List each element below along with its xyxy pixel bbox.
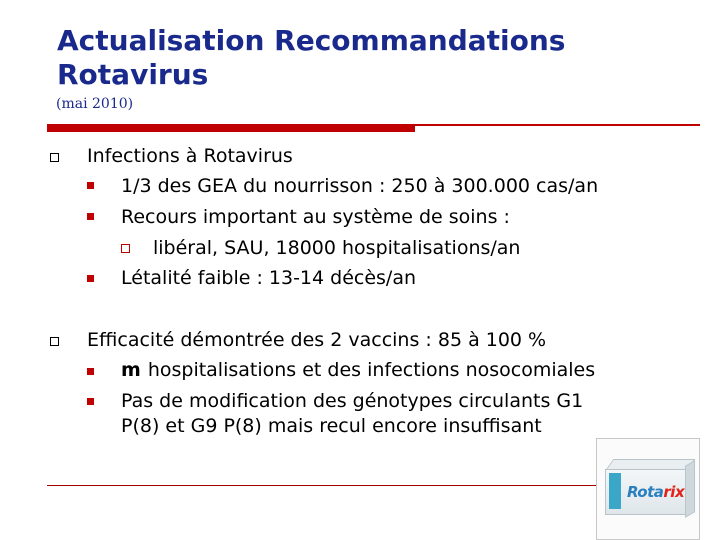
level2-bullet-icon (87, 182, 94, 189)
title-line-1: Actualisation Recommandations (57, 24, 566, 57)
section2-item-1 (121, 358, 595, 382)
section2-item-2-cont: P(8) et G9 P(8) mais recul encore insuffisant (121, 415, 542, 437)
level1-bullet-icon (50, 337, 59, 346)
level2-bullet-icon (87, 213, 94, 220)
title-line-2: Rotavirus (57, 58, 209, 91)
section1-item-3: Létalité faible : 13-14 décès/an (121, 267, 417, 289)
section1-subitem: libéral, SAU, 18000 hospitalisations/an (153, 237, 521, 259)
title-divider-thick (47, 124, 415, 132)
level2-bullet-icon (87, 275, 94, 282)
level1-bullet-icon (50, 153, 59, 162)
footer-divider (47, 485, 600, 486)
section2-item-2: Pas de modification des génotypes circulants G1 (121, 390, 584, 412)
decrease-symbol: m (121, 359, 141, 381)
section1-heading: Infections à Rotavirus (87, 145, 293, 167)
product-brand-logo: Rotarix (627, 483, 685, 501)
section2-item-1-text: hospitalisations et des infections nosocomiales (147, 359, 596, 381)
slide-title (57, 24, 677, 92)
title-divider-thin (415, 124, 700, 126)
level3-bullet-icon (121, 244, 130, 253)
slide-subtitle: (mai 2010) (56, 96, 134, 112)
section1-item-2: Recours important au système de soins : (121, 206, 510, 228)
level2-bullet-icon (87, 398, 94, 405)
section2-heading: Efficacité démontrée des 2 vaccins : 85 à 100 % (87, 329, 547, 351)
level2-bullet-icon (87, 368, 94, 375)
product-image (596, 438, 700, 540)
vaccine-box-illustration (605, 459, 693, 515)
section1-item-1: 1/3 des GEA du nourrisson : 250 à 300.000 cas/an (121, 175, 599, 197)
